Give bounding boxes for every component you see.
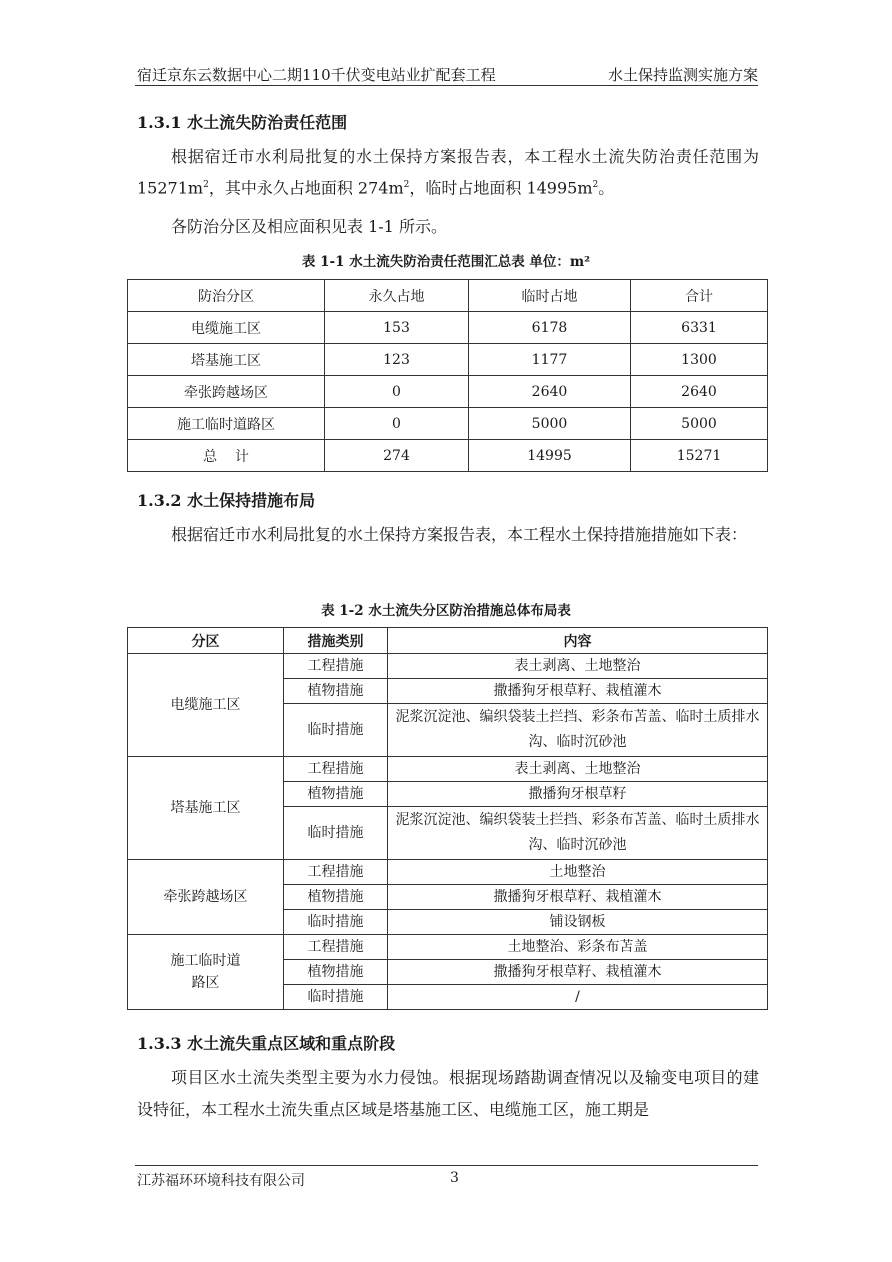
measure-content-cell: 表土剥离、土地整治	[388, 757, 768, 782]
table-cell: 6178	[469, 312, 631, 344]
table-header-cell: 永久占地	[325, 280, 469, 312]
table-row	[128, 935, 768, 960]
table-cell: 塔基施工区	[128, 344, 325, 376]
table-cell: 274	[325, 440, 469, 472]
measure-type-cell: 工程措施	[284, 654, 388, 679]
table-1-2-caption: 表 1-2 水土流失分区防治措施总体布局表	[321, 603, 571, 619]
section-paragraph: 根据宿迁市水利局批复的水土保持方案报告表，本工程水土流失防治责任范围为 $15271m^2$，其中永久占地面积 $274m^2$，临时占地面积 $14995m^2$。	[137, 147, 759, 198]
table-header-cell: 防治分区	[128, 280, 325, 312]
table-total-row	[128, 440, 768, 472]
measure-type-cell: 工程措施	[284, 860, 388, 885]
zone-cell: 电缆施工区	[128, 654, 284, 757]
measure-type-cell: 临时措施	[284, 985, 388, 1010]
page-header-left: 宿迁京东云数据中心二期110千伏变电站业扩配套工程	[137, 66, 496, 84]
table-cell: 0	[325, 408, 469, 440]
table-cell: 5000	[469, 408, 631, 440]
table-row	[128, 312, 768, 344]
zone-cell: 塔基施工区	[128, 757, 284, 860]
measure-type-cell: 临时措施	[284, 704, 388, 757]
section-paragraph: 项目区水土流失类型主要为水力侵蚀。根据现场踏勘调查情况以及输变电项目的建设特征，本工程水土流失重点区域是塔基施工区、电缆施工区，施工期是	[137, 1068, 759, 1119]
measure-content-cell: 表土剥离、土地整治	[388, 654, 768, 679]
measure-content-cell: 撒播狗牙根草籽、栽植灌木	[388, 960, 768, 985]
measure-type-cell: 工程措施	[284, 935, 388, 960]
table-row	[128, 344, 768, 376]
table-cell: 123	[325, 344, 469, 376]
table-cell: 2640	[469, 376, 631, 408]
page-header-right: 水土保持监测实施方案	[607, 66, 758, 84]
table-header-row	[128, 628, 768, 654]
page-number: 3	[450, 1170, 459, 1186]
measure-content-cell: 泥浆沉淀池、编织袋装土拦挡、彩条布苫盖、临时土质排水沟、临时沉砂池	[388, 807, 768, 860]
measure-type-cell: 工程措施	[284, 757, 388, 782]
table-header-cell: 合计	[631, 280, 768, 312]
measure-content-cell: 土地整治	[388, 860, 768, 885]
measure-content-cell: /	[388, 985, 768, 1010]
table-cell: 6331	[631, 312, 768, 344]
table-header-cell: 内容	[388, 628, 768, 654]
measure-content-cell: 撒播狗牙根草籽、栽植灌木	[388, 679, 768, 704]
table-header-row	[128, 280, 768, 312]
measure-content-cell: 撒播狗牙根草籽	[388, 782, 768, 807]
table-cell: 153	[325, 312, 469, 344]
zone-cell: 施工临时道路区	[128, 935, 284, 1010]
measure-content-cell: 土地整治、彩条布苫盖	[388, 935, 768, 960]
table-row	[128, 654, 768, 679]
table-header-cell: 临时占地	[469, 280, 631, 312]
footer-company: 江苏福环环境科技有限公司	[137, 1173, 305, 1189]
section-heading-1-3-1: 1.3.1 水土流失防治责任范围	[137, 113, 348, 132]
table-cell: 15271	[631, 440, 768, 472]
footer-divider	[135, 1165, 758, 1166]
measure-type-cell: 植物措施	[284, 960, 388, 985]
table-cell: 1177	[469, 344, 631, 376]
measure-type-cell: 植物措施	[284, 782, 388, 807]
table-cell: 牵张跨越场区	[128, 376, 325, 408]
section-heading-1-3-2: 1.3.2 水土保持措施布局	[137, 491, 316, 510]
table-cell: 0	[325, 376, 469, 408]
measures-layout-table	[127, 627, 768, 1010]
table-row	[128, 860, 768, 885]
measure-type-cell: 临时措施	[284, 807, 388, 860]
zone-cell: 牵张跨越场区	[128, 860, 284, 935]
measure-type-cell: 植物措施	[284, 885, 388, 910]
section-paragraph: 根据宿迁市水利局批复的水土保持方案报告表，本工程水土保持措施措施如下表：	[171, 525, 748, 544]
table-header-cell: 措施类别	[284, 628, 388, 654]
table-row	[128, 376, 768, 408]
measure-type-cell: 植物措施	[284, 679, 388, 704]
table-cell: 2640	[631, 376, 768, 408]
measure-content-cell: 泥浆沉淀池、编织袋装土拦挡、彩条布苫盖、临时土质排水沟、临时沉砂池	[388, 704, 768, 757]
table-cell: 14995	[469, 440, 631, 472]
section-paragraph: 各防治分区及相应面积见表 1-1 所示。	[171, 217, 447, 236]
measure-content-cell: 铺设钢板	[388, 910, 768, 935]
table-1-1-caption: 表 1-1 水土流失防治责任范围汇总表 单位：m²	[301, 254, 591, 270]
table-row	[128, 408, 768, 440]
table-cell: 电缆施工区	[128, 312, 325, 344]
measure-type-cell: 临时措施	[284, 910, 388, 935]
responsibility-range-table	[127, 279, 768, 472]
table-row	[128, 757, 768, 782]
table-cell: 总 计	[128, 440, 325, 472]
table-cell: 施工临时道路区	[128, 408, 325, 440]
section-heading-1-3-3: 1.3.3 水土流失重点区域和重点阶段	[137, 1034, 396, 1053]
header-divider	[135, 85, 758, 86]
table-cell: 5000	[631, 408, 768, 440]
table-cell: 1300	[631, 344, 768, 376]
measure-content-cell: 撒播狗牙根草籽、栽植灌木	[388, 885, 768, 910]
table-header-cell: 分区	[128, 628, 284, 654]
